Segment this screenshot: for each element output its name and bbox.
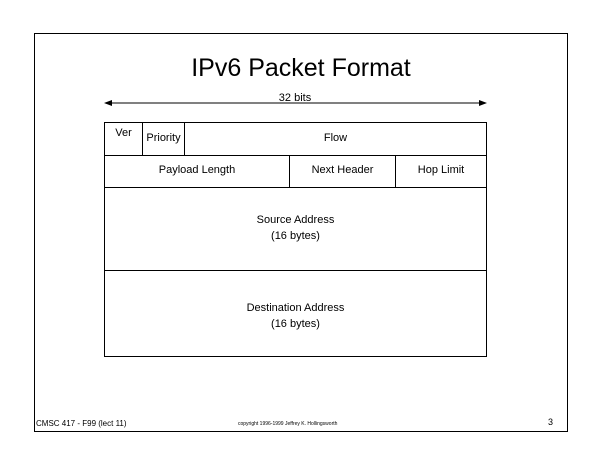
priority-field (143, 123, 185, 156)
destination-address-size: (16 bytes) (271, 318, 320, 330)
width-label: 32 bits (278, 92, 312, 104)
source-address-field (105, 188, 486, 271)
version-label: Ver (115, 127, 132, 139)
version-field (105, 123, 143, 156)
slide-title: IPv6 Packet Format (191, 54, 411, 82)
source-address-size: (16 bytes) (271, 230, 320, 242)
payload-length-label: Payload Length (158, 164, 236, 176)
destination-address-field (105, 271, 486, 356)
payload-length-field (105, 156, 290, 188)
hop-limit-label: Hop Limit (417, 164, 465, 176)
flow-label: Flow (323, 132, 348, 144)
page-number: 3 (548, 417, 554, 427)
destination-address-label: Destination Address (246, 302, 345, 314)
hop-limit-field (396, 156, 486, 188)
flow-field (185, 123, 486, 156)
footer-course: CMSC 417 - F99 (lect 11) (36, 419, 127, 428)
priority-label: Priority (146, 132, 181, 144)
source-address-label: Source Address (256, 214, 335, 226)
footer-copyright: copyright 1996-1999 Jeffrey K. Hollingsworth (238, 421, 338, 427)
next-header-field (290, 156, 396, 188)
ipv6-header-diagram (104, 122, 487, 357)
next-header-label: Next Header (311, 164, 374, 176)
